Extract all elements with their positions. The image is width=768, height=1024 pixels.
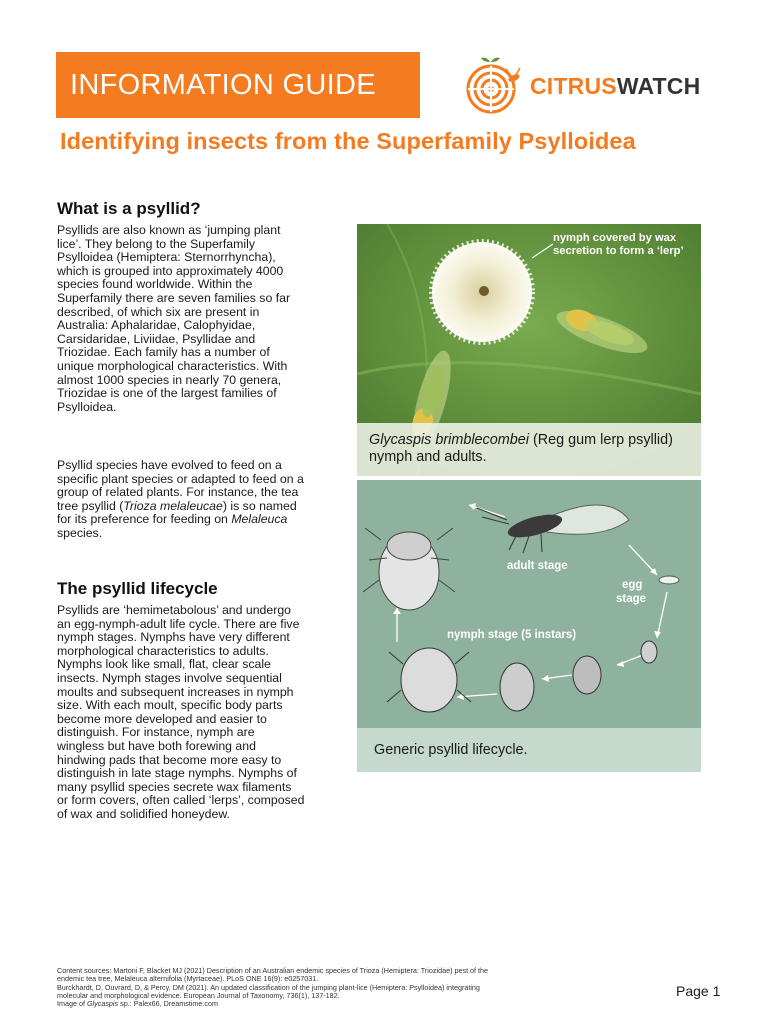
egg-stage-label: stage	[616, 593, 647, 605]
info-guide-banner	[56, 52, 420, 118]
paragraph-lifecycle: Psyllids are ‘hemimetabolous’ and undergo an egg-nymph-adult life cycle. There are five nymph stages. Nymphs have very different morphological characteristics to adults. Nymphs look like small, flat, clear scale insects. Nymph stages involve sequential moults and subsequent increases in nymph size. With each moult, specific body parts become more developed and easier to distinguish. For instance, nymph are wingless but have both forewing and hindwing pads that become more easy to distinguish in late stage nymphs. Nymphs of many psyllid species secrete wax filaments or form covers, often called ‘lerps’, composed of wax and solidified honeydew.	[57, 603, 305, 821]
image-credit	[57, 1000, 497, 1008]
lifecycle-caption: Generic psyllid lifecycle.	[357, 728, 701, 772]
text-run: Psyllid species have evolved to feed on a specific plant species or adapted to feed on a group of related plants. For instance, the tea tree psyllid (	[57, 458, 304, 513]
citruswatch-logo	[466, 56, 718, 116]
target-orange-icon	[466, 56, 526, 116]
instar-drawings	[387, 641, 657, 712]
logo-citrus: CITRUS	[530, 72, 617, 99]
paragraph-psyllid-feeding	[57, 459, 305, 541]
text-run: species.	[57, 525, 103, 540]
adult-psyllid-drawing	[477, 505, 629, 553]
italic-species-name: Trioza melaleucae	[123, 498, 223, 513]
egg-label: egg	[622, 579, 643, 591]
text-run: sp.: Palex66, Dreamstime.com	[118, 999, 218, 1009]
section-heading-lifecycle: The psyllid lifecycle	[57, 579, 218, 598]
logo-wordmark	[530, 73, 700, 100]
text-run: ) is so named for its preference for feeding on	[57, 498, 297, 527]
lifecycle-illustration	[357, 480, 701, 728]
italic-genus-name: Melaleuca	[231, 512, 288, 527]
source-line: Content sources: Martoni F, Blacket MJ (2021) Description of an Australian endemic species of Trioza (Hemiptera: Triozidae) pest of the endemic tea tree, Melaleuca alternifolia (Myrtaceae). PLoS ONE 16(9): e0257031.	[57, 966, 489, 984]
caption-text: (Reg gum lerp psyllid) nymph and adults.	[369, 432, 673, 465]
egg-drawing	[659, 576, 679, 584]
photo-caption	[357, 423, 701, 476]
logo-watch: WATCH	[616, 72, 701, 99]
text-run: Image of	[57, 999, 87, 1009]
caption-species-name: Glycaspis brimblecombei	[369, 432, 529, 448]
banner-title: INFORMATION GUIDE	[70, 68, 376, 101]
section-heading-what-is: What is a psyllid?	[57, 199, 201, 218]
adult-stage-label: adult stage	[507, 560, 568, 572]
large-nymph-drawing	[363, 528, 455, 610]
psyllid-photo	[357, 224, 701, 476]
source-line: Burckhardt, D, Ouvrard, D, & Percy, DM (2021). An updated classification of the jumping plant-lice (Hemiptera: Psylloidea) integrating molecular and morphological evidence. European Journal of Taxonomy, 736(1), 137-182.	[57, 982, 480, 1000]
paragraph-psyllid-intro: Psyllids are also known as ‘jumping plant lice’. They belong to the Superfamily Psylloidea (Hemiptera: Sternorrhyncha), which is grouped into approximately 4000 species found worldwide. Within the Superfamily there are seven families so far described, of which six are present in Australia: Aphalaridae, Calophyidae, Carsidaridae, Liviidae, Psyllidae and Triozidae. Each family has a number of unique morphological characteristics. With almost 1000 species in nearly 70 genera, Triozidae is one of the largest families of Psylloidea.	[57, 223, 291, 414]
lifecycle-diagram	[357, 480, 701, 728]
lerp-annotation: nymph covered by wax secretion to form a ‘lerp’	[553, 232, 684, 257]
nymph-stage-label: nymph stage (5 instars)	[447, 629, 577, 641]
page-number: Page 1	[676, 983, 721, 999]
content-sources	[57, 967, 497, 1008]
italic-genus-name: Glycaspis	[86, 999, 119, 1009]
page-title: Identifying insects from the Superfamily Psylloidea	[60, 128, 636, 154]
